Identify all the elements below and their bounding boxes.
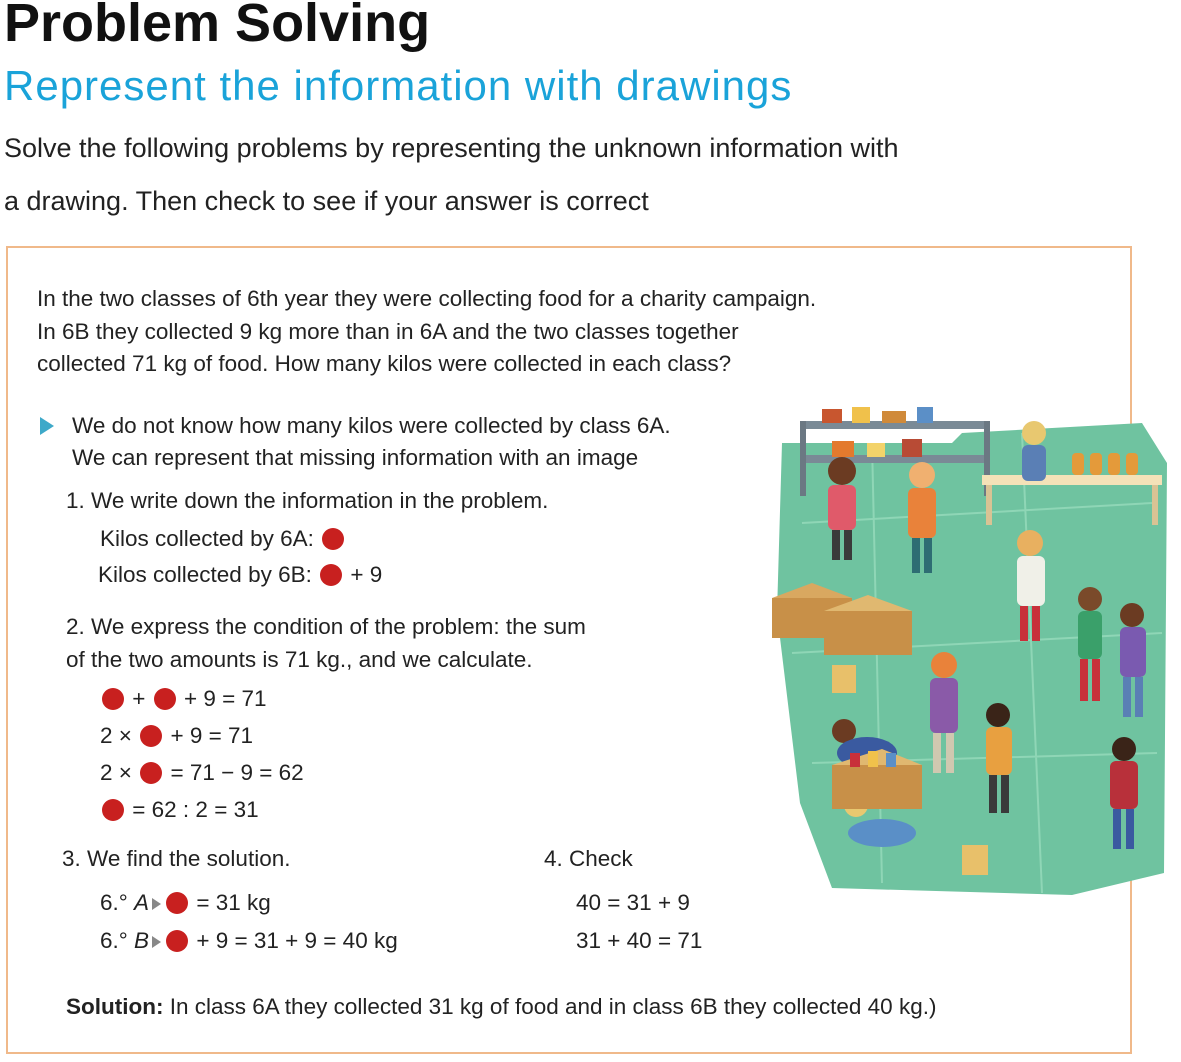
unknown-dot-icon <box>154 688 176 710</box>
step1-row-6a <box>100 526 346 552</box>
equation-4 <box>100 797 259 823</box>
unknown-dot-icon <box>166 892 188 914</box>
step1-row-6b-suffix: + 9 <box>350 562 383 587</box>
unknown-dot-icon <box>140 725 162 747</box>
solution-body: In class 6A they collected 31 kg of food and in class 6B they collected 40 kg.) <box>169 994 937 1019</box>
solution-text <box>66 994 936 1020</box>
step4-heading: 4. Check <box>544 846 633 871</box>
child-figure-icon <box>1022 421 1046 481</box>
unknown-dot-icon <box>322 528 344 550</box>
page-title: Problem Solving <box>4 0 431 53</box>
step3-a-class: A <box>134 890 150 915</box>
small-arrow-icon <box>152 898 161 910</box>
step3-b-prefix: 6.° <box>100 928 128 953</box>
step3-heading: 3. We find the solution. <box>62 846 291 871</box>
step4-line-2: 31 + 40 = 71 <box>576 928 703 953</box>
equation-1 <box>100 686 267 712</box>
step2-line-1: 2. We express the condition of the problem: the sum <box>66 614 586 639</box>
step3-solution-6a <box>100 890 271 916</box>
step1-row-6b <box>98 562 382 588</box>
small-arrow-icon <box>152 936 161 948</box>
step3-a-rest: = 31 kg <box>196 890 271 915</box>
equation-2-prefix: 2 × <box>100 723 132 748</box>
step4-line-1: 40 = 31 + 9 <box>576 890 690 915</box>
step3-b-class: B <box>134 928 150 953</box>
unknown-dot-icon <box>166 930 188 952</box>
step1-row-6b-label: Kilos collected by 6B: <box>98 562 312 587</box>
hint-line-1: We do not know how many kilos were collected by class 6A. <box>72 413 671 438</box>
step3-b-rest: + 9 = 31 + 9 = 40 kg <box>196 928 398 953</box>
equation-1-plus: + <box>132 686 146 711</box>
unknown-dot-icon <box>320 564 342 586</box>
unknown-dot-icon <box>102 688 124 710</box>
intro-text-line-2: a drawing. Then check to see if your answer is correct <box>4 186 649 216</box>
step2-line-2: of the two amounts is 71 kg., and we calculate. <box>66 647 533 672</box>
step3-a-prefix: 6.° <box>100 890 128 915</box>
equation-3-prefix: 2 × <box>100 760 132 785</box>
problem-line-2: In 6B they collected 9 kg more than in 6A and the two classes together <box>37 319 739 344</box>
step1-heading: 1. We write down the information in the problem. <box>66 488 549 513</box>
equation-1-rest: + 9 = 71 <box>183 686 267 711</box>
problem-line-3: collected 71 kg of food. How many kilos were collected in each class? <box>37 351 732 376</box>
equation-3-rest: = 71 − 9 = 62 <box>170 760 304 785</box>
food-drive-illustration <box>772 403 1172 903</box>
intro-text-line-1: Solve the following problems by representing the unknown information with <box>4 133 899 163</box>
solution-label: Solution: <box>66 994 164 1019</box>
bag-icon <box>962 845 988 875</box>
equation-3 <box>100 760 304 786</box>
hint-line-2: We can represent that missing information with an image <box>72 445 639 470</box>
step1-row-6a-label: Kilos collected by 6A: <box>100 526 314 551</box>
unknown-dot-icon <box>102 799 124 821</box>
problem-line-1: In the two classes of 6th year they were collecting food for a charity campaign. <box>37 286 817 311</box>
unknown-dot-icon <box>140 762 162 784</box>
bag-icon <box>832 665 856 693</box>
hint-arrow-icon <box>40 413 54 439</box>
page-subtitle: Represent the information with drawings <box>4 62 793 109</box>
step3-solution-6b <box>100 928 398 954</box>
equation-2-rest: + 9 = 71 <box>170 723 254 748</box>
equation-4-rest: = 62 : 2 = 31 <box>132 797 259 822</box>
equation-2 <box>100 723 253 749</box>
